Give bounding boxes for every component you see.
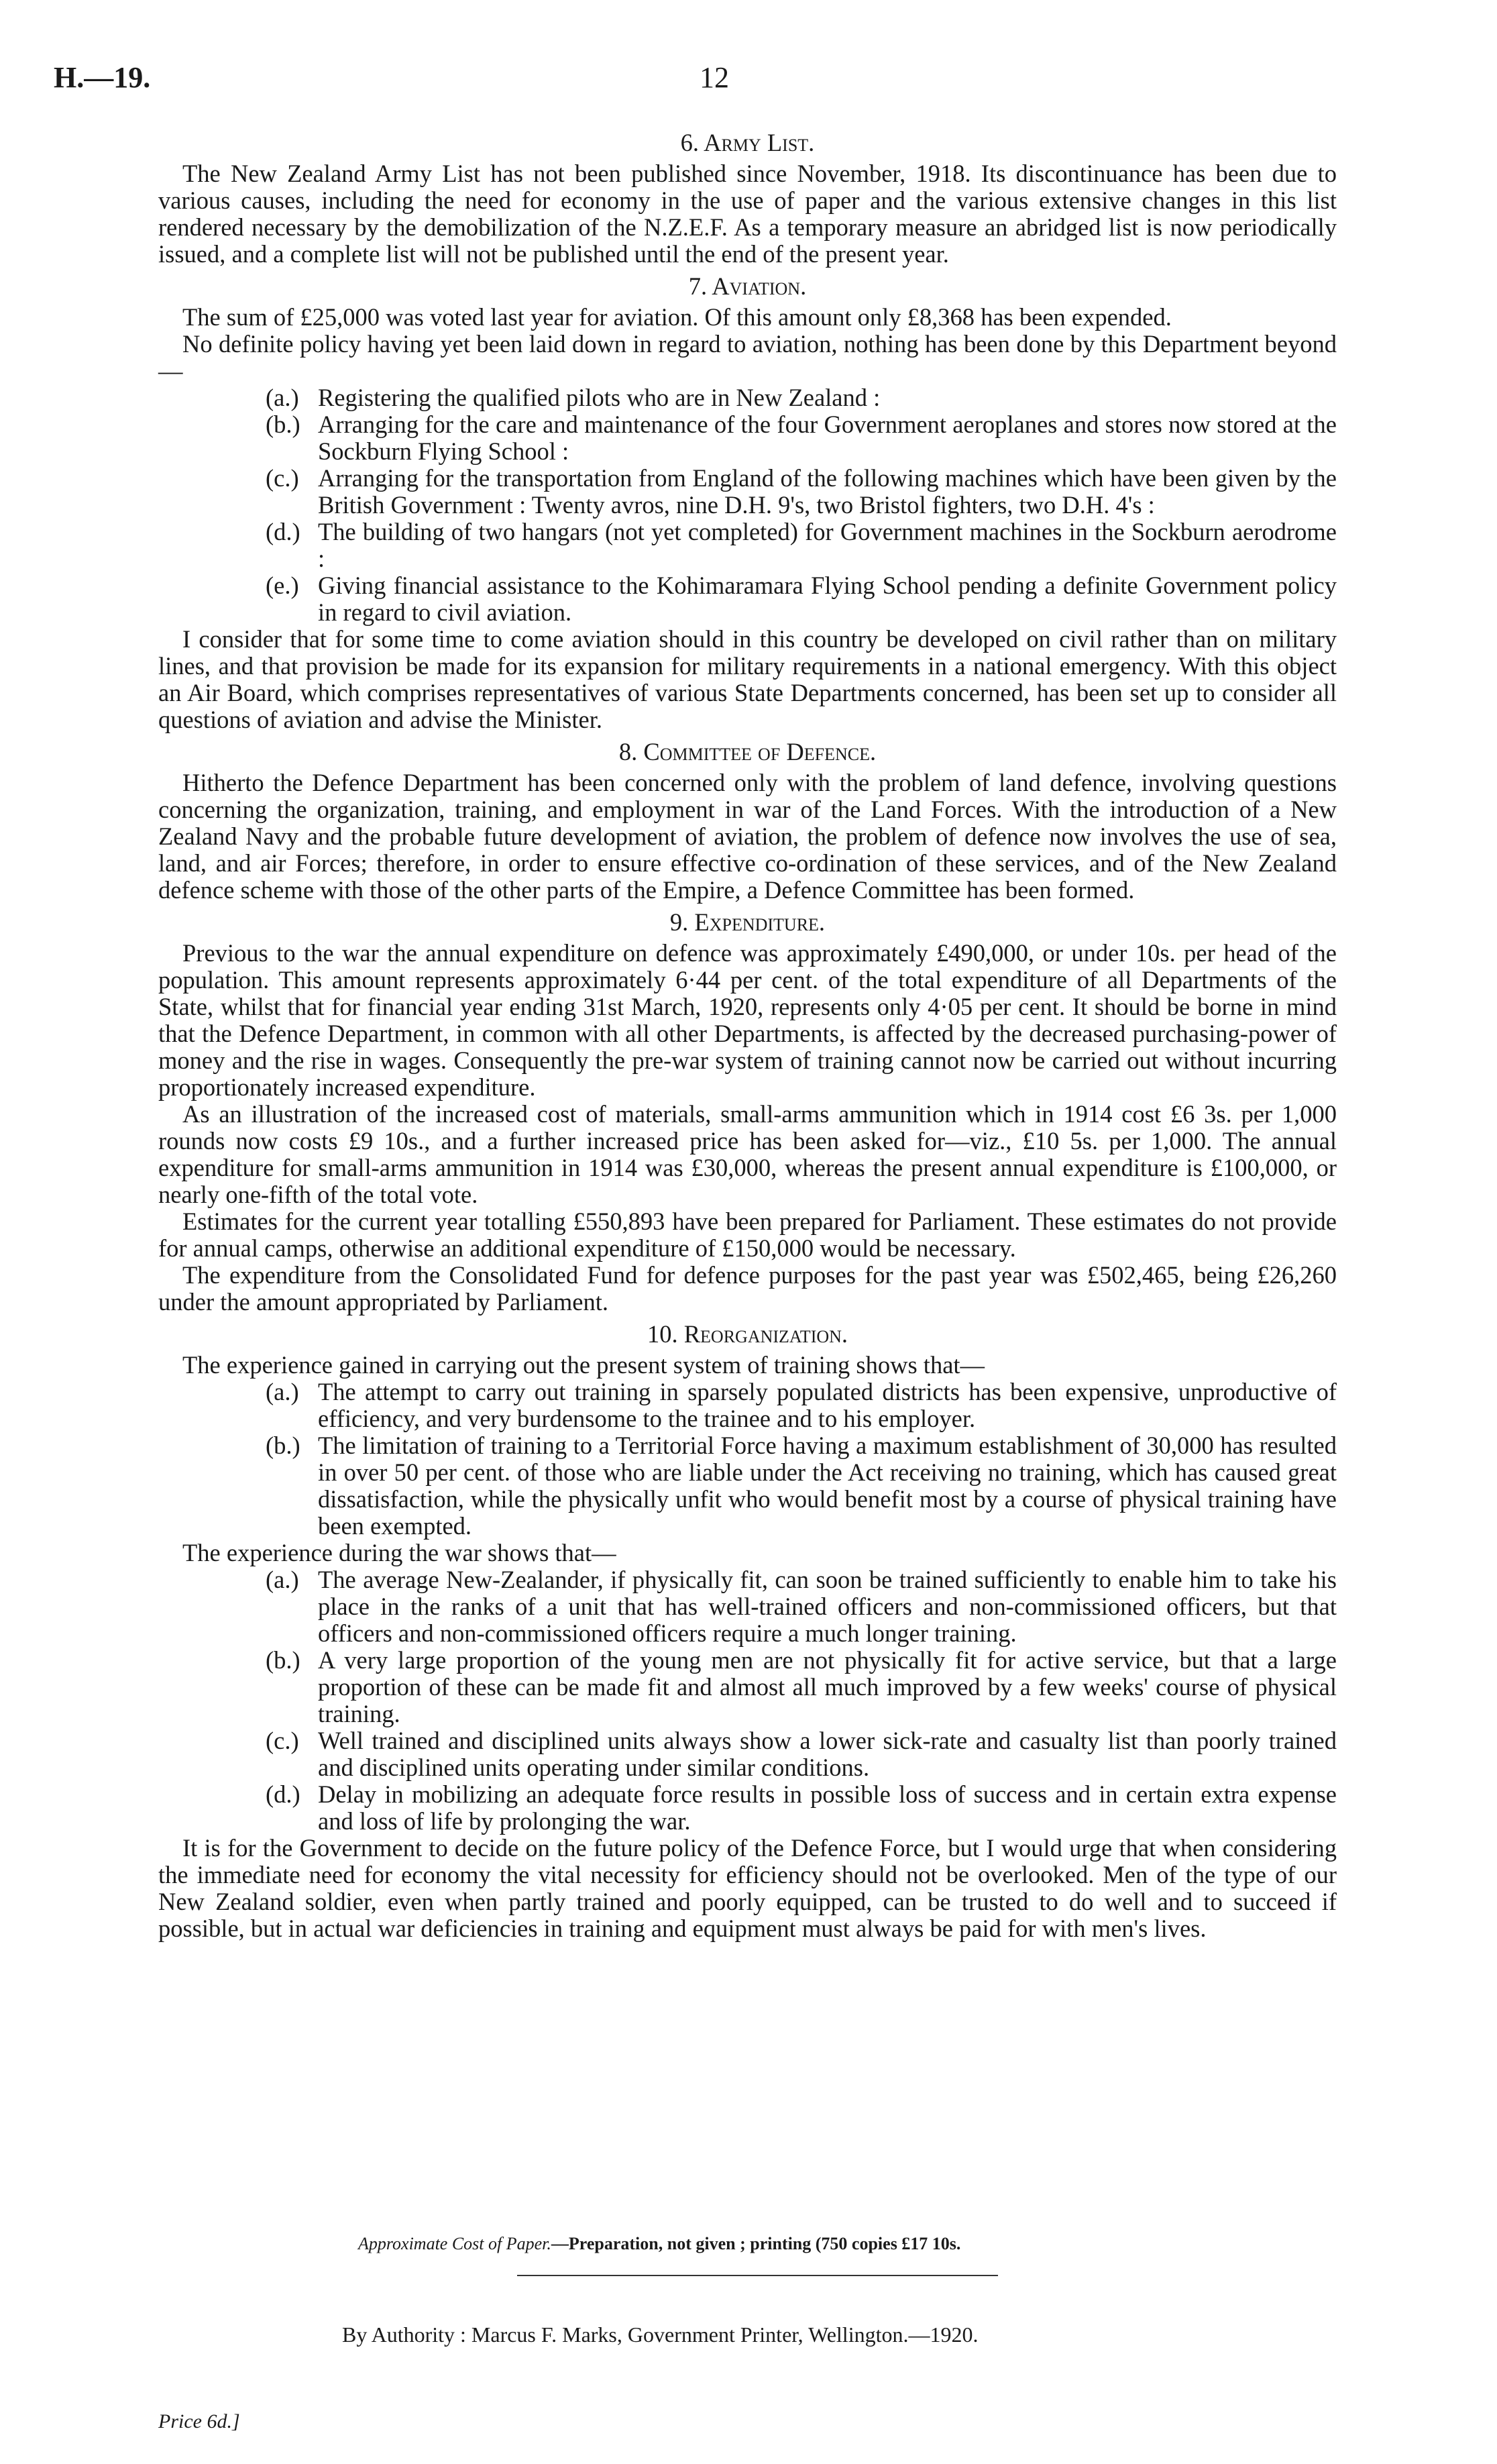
reorganization-list-item [266,1566,1337,1647]
list-item-label: (b.) [266,1432,300,1459]
reorganization-closing: It is for the Government to decide on the future policy of the Defence Force, but I would urge that when considering the immediate need for economy the vital necessity for efficiency should not be overlooked. Men of the type of our New Zealand soldier, even when partly trained and poorly equipped, can be trusted to do well and to succeed if possible, but in actual war deficiencies in training and equipment must always be paid for with men's lives. [158,1834,1337,1942]
list-item-label: (c.) [266,464,299,492]
list-item-text: The limitation of training to a Territorial Force having a maximum establishment of 30,000 has resulted in over 50 per cent. of those who are liable under the Act receiving no training, which has caused great dissatisfaction, while the physically unfit who would benefit most by a course of physical training have been exempted. [318,1432,1337,1540]
expenditure-paragraph-3: Estimates for the current year totalling £550,893 have been prepared for Parliament. These estimates do not provide for annual camps, otherwise an additional expenditure of £150,000 would be necessary. [158,1208,1337,1262]
aviation-paragraph-2: No definite policy having yet been laid down in regard to aviation, nothing has been done by this Department beyond— [158,330,1337,384]
list-item-text: Well trained and disciplined units always show a lower sick-rate and casualty list than poorly trained and disciplined units operating under similar conditions. [318,1727,1337,1781]
page-number: 12 [700,61,729,94]
cost-label: Approximate Cost of Paper. [358,2234,551,2253]
list-item-label: (e.) [266,572,299,599]
list-item-text: Giving financial assistance to the Kohimaramara Flying School pending a definite Government policy in regard to civil aviation. [318,572,1337,626]
list-item-text: The average New-Zealander, if physically fit, can soon be trained sufficiently to enable him to take his place in the ranks of a unit that has well-trained officers and non-commissioned officers, but that officers and non-commissioned officers require a much longer training. [318,1566,1337,1647]
section-heading-expenditure: 9. Expenditure. [669,908,826,936]
aviation-paragraph-3: I consider that for some time to come aviation should in this country be developed on civil rather than on military lines, and that provision be made for its expansion for military requirements in a national emergency. With this object an Air Board, which comprises representatives of various State Departments concerned, has been set up to consider all questions of aviation and advise the Minister. [158,625,1337,733]
list-item-label: (d.) [266,518,300,545]
list-item-label: (c.) [266,1727,299,1754]
reorganization-intro-1: The experience gained in carrying out the present system of training shows that— [182,1351,985,1379]
cost-of-paper-note [358,2231,960,2257]
document-id: H.—19. [54,61,151,94]
aviation-list-item [266,411,1337,465]
expenditure-paragraph-1: Previous to the war the annual expenditure on defence was approximately £490,000, or under 10s. per head of the population. This amount represents approximately 6·44 per cent. of the total expenditure of all Departments of the State, whilst that for financial year ending 31st March, 1920, represents only 4·05 per cent. It should be borne in mind that the Defence Department, in common with all other Departments, is affected by the decreased purchasing-power of money and the rise in wages. Consequently the pre-war system of training cannot now be carried out without incurring proportionately increased expenditure. [158,939,1337,1101]
list-item-label: (a.) [266,1566,299,1593]
list-item-text: The attempt to carry out training in sparsely populated districts has been expensive, unproductive of efficiency, and very burdensome to the trainee and to his employer. [318,1378,1337,1432]
section-heading-committee: 8. Committee of Defence. [618,738,877,765]
aviation-list-item [266,384,1337,411]
cost-text: —Preparation, not given ; printing (750 copies £17 10s. [551,2234,961,2253]
aviation-list-item [266,572,1337,626]
aviation-list-item [266,519,1337,572]
section-heading-aviation: 7. Aviation. [688,272,807,300]
main-column [158,124,1337,1942]
list-item-label: (b.) [266,1646,300,1674]
aviation-paragraph-1: The sum of £25,000 was voted last year for aviation. Of this amount only £8,368 has been expended. [182,303,1172,331]
reorganization-list-item [266,1647,1337,1727]
price-note: Price 6d.] [158,2410,240,2432]
reorganization-list-item [266,1432,1337,1540]
expenditure-paragraph-2: As an illustration of the increased cost of materials, small-arms ammunition which in 1914 cost £6 3s. per 1,000 rounds now costs £9 10s., and a further increased price has been asked for—viz., £10 5s. per 1,000. The annual expenditure for small-arms ammunition in 1914 was £30,000, whereas the present annual expenditure is £100,000, or nearly one-fifth of the total vote. [158,1100,1337,1208]
divider-rule [517,2275,998,2276]
list-item-label: (d.) [266,1780,300,1808]
list-item-text: A very large proportion of the young men are not physically fit for active service, but that a large proportion of these can be made fit and almost all much improved by a few weeks' course of physical training. [318,1646,1337,1727]
list-item-text: The building of two hangars (not yet completed) for Government machines in the Sockburn aerodrome : [318,518,1337,572]
reorganization-list-item [266,1727,1337,1781]
reorganization-intro-2: The experience during the war shows that— [182,1539,616,1566]
committee-paragraph: Hitherto the Defence Department has been concerned only with the problem of land defence, involving questions concerning the organization, training, and employment in war of the Land Forces. With the introduction of a New Zealand Navy and the probable future development of aviation, the problem of defence now involves the use of sea, land, and air Forces; therefore, in order to ensure effective co-ordination of these services, and of the New Zealand defence scheme with those of the other parts of the Empire, a Defence Committee has been formed. [158,769,1337,904]
list-item-label: (a.) [266,384,299,411]
army-list-paragraph: The New Zealand Army List has not been published since November, 1918. Its discontinuance has been due to various causes, including the need for economy in the use of paper and the various extensive changes in this list rendered necessary by the demobilization of the N.Z.E.F. As a temporary measure an abridged list is now periodically issued, and a complete list will not be published until the end of the present year. [158,160,1337,268]
printer-authority: By Authority : Marcus F. Marks, Government Printer, Wellington.—1920. [342,2322,979,2347]
section-heading-reorganization: 10. Reorganization. [647,1320,848,1348]
reorganization-list-item [266,1379,1337,1432]
list-item-text: Registering the qualified pilots who are in New Zealand : [318,384,881,411]
list-item-label: (b.) [266,411,300,438]
reorganization-list-item [266,1781,1337,1835]
aviation-list-item [266,465,1337,519]
list-item-text: Delay in mobilizing an adequate force results in possible loss of success and in certain extra expense and loss of life by prolonging the war. [318,1780,1337,1835]
expenditure-paragraph-4: The expenditure from the Consolidated Fund for defence purposes for the past year was £502,465, being £26,260 under the amount appropriated by Parliament. [158,1261,1337,1316]
section-heading-army-list: 6. Army List. [680,129,815,156]
list-item-label: (a.) [266,1378,299,1405]
list-item-text: Arranging for the care and maintenance of the four Government aeroplanes and stores now stored at the Sockburn Flying School : [318,411,1337,465]
list-item-text: Arranging for the transportation from England of the following machines which have been given by the British Government : Twenty avros, nine D.H. 9's, two Bristol fighters, two D.H. 4's : [318,464,1337,519]
